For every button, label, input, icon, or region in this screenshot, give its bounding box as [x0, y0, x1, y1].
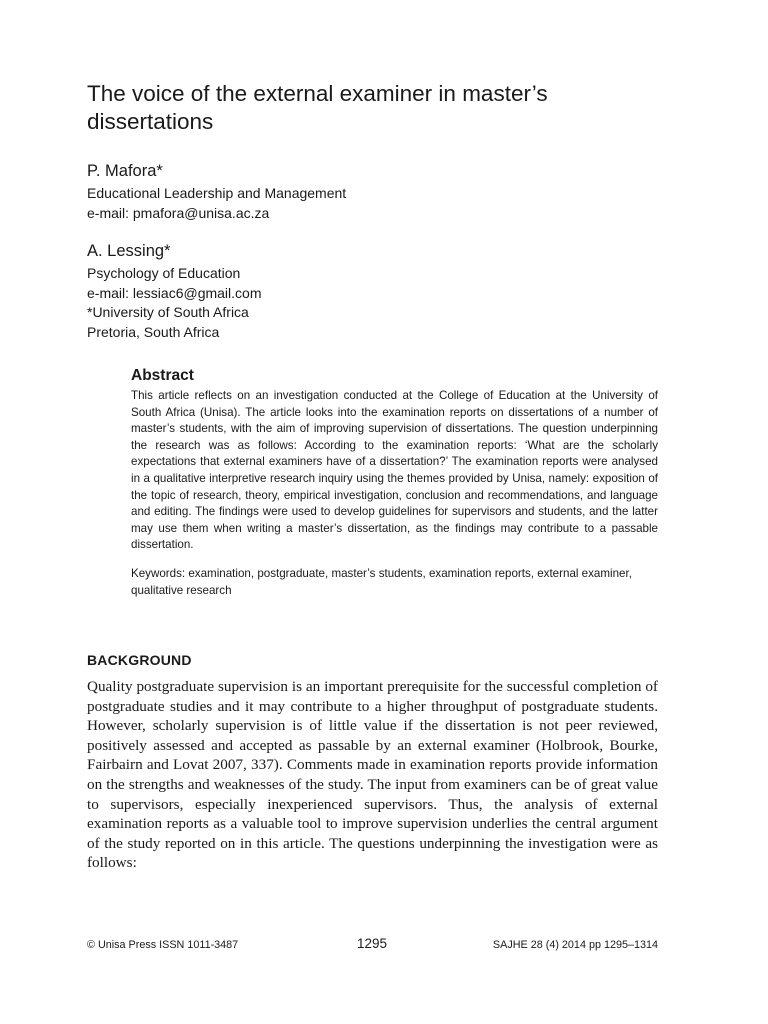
- author-email: e-mail: lessiac6@gmail.com: [87, 284, 262, 301]
- author-name: P. Mafora*: [87, 162, 163, 180]
- keywords-list: examination, postgraduate, master’s students, examination reports, external examiner, qualitative research: [131, 566, 632, 597]
- author-name: A. Lessing*: [87, 242, 171, 260]
- article-title: The voice of the external examiner in master’s dissertations: [87, 81, 548, 134]
- footer-journal: SAJHE 28 (4) 2014 pp 1295–1314: [492, 939, 658, 951]
- author-email: e-mail: pmafora@unisa.ac.za: [87, 204, 270, 221]
- background-text: Quality postgraduate supervision is an important prerequisite for the successful completion of postgraduate studies and it may contribute to a higher throughput of postgraduate students. However, scholarly supervision is of little value if the dissertation is not peer reviewed, positively assessed and accepted as passable by an external examiner (Holbrook, Bourke, Fairbairn and Lovat 2007, 337). Comments made in examination reports provide information on the strengths and weaknesses of the study. The input from examiners can be of great value to supervisors, especially inexperienced supervisors. Thus, the analysis of external examination reports as a valuable tool to improve supervision underlies the central argument of the study reported on in this article. The questions underpinning the investigation were as follows:: [87, 678, 658, 872]
- abstract-text: This article reflects on an investigation conducted at the College of Education at the University of South Africa (Unisa). The article looks into the examination reports on dissertations of a number of master’s students, with the aim of improving supervision of dissertations. The question underpinning the research was as follows: According to the examination reports: ‘What are the scholarly expectations that external examiners have of a dissertation?’ The examination reports were analysed in a qualitative interpretive research inquiry using the themes provided by Unisa, namely: exposition of the topic of research, theory, empirical investigation, conclusion and recommendations, and language and editing. The findings were used to develop guidelines for supervisors and students, and the latter may use them when writing a master’s dissertation, as the findings may contribute to a passable dissertation.: [131, 389, 658, 552]
- footer-page-number: 1295: [357, 936, 388, 951]
- page-footer: [87, 936, 658, 956]
- author-affiliation: *University of South Africa: [87, 304, 249, 320]
- footer-publisher: © Unisa Press ISSN 1011-3487: [87, 939, 239, 951]
- author-department: Psychology of Education: [87, 265, 241, 281]
- abstract-section: [131, 366, 658, 599]
- author-block-lessing: [87, 240, 587, 342]
- author-block-mafora: [87, 160, 587, 223]
- abstract-heading: Abstract: [131, 367, 194, 384]
- keywords: [131, 566, 658, 599]
- author-location: Pretoria, South Africa: [87, 323, 220, 340]
- keywords-label: Keywords:: [131, 566, 186, 580]
- author-department: Educational Leadership and Management: [87, 185, 347, 201]
- background-heading: BACKGROUND: [87, 652, 192, 668]
